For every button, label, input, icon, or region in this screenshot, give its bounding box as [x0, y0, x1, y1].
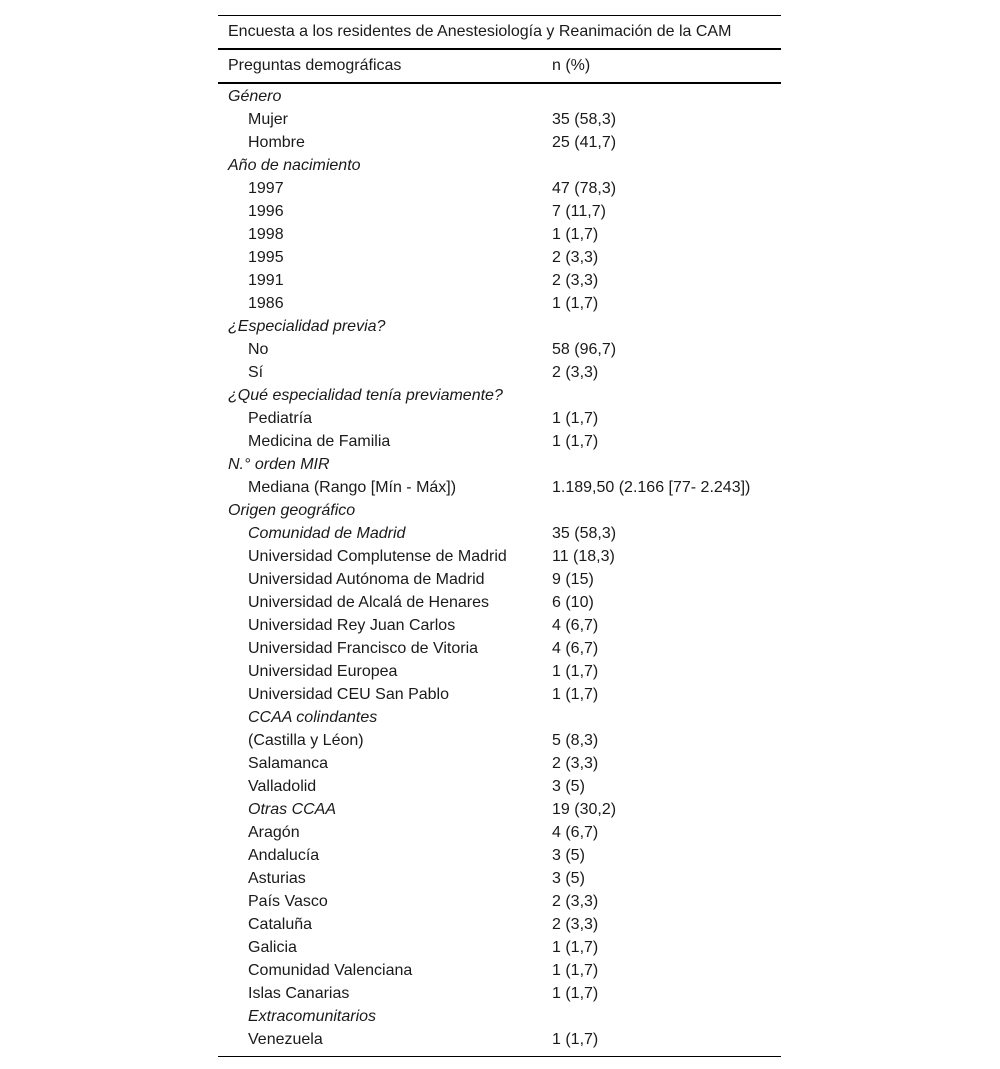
row-value: 1 (1,7) — [552, 962, 599, 979]
table-row — [218, 959, 781, 982]
row-label: Género — [228, 88, 282, 105]
table-row — [218, 246, 781, 269]
row-label: Asturias — [248, 870, 306, 887]
row-label: Hombre — [248, 134, 305, 151]
header-count: n (%) — [552, 57, 591, 74]
row-label: Extracomunitarios — [248, 1008, 377, 1025]
row-value: 35 (58,3) — [552, 525, 617, 542]
row-label: Universidad Complutense de Madrid — [248, 548, 507, 565]
body-padding — [218, 1051, 781, 1056]
row-label: N.° orden MIR — [228, 456, 330, 473]
row-label: 1997 — [248, 180, 284, 197]
row-value: 1 (1,7) — [552, 410, 599, 427]
demographics-table — [218, 15, 781, 1057]
row-label: Universidad Rey Juan Carlos — [248, 617, 456, 634]
row-value: 25 (41,7) — [552, 134, 617, 151]
row-label: Año de nacimiento — [228, 157, 361, 174]
table-row — [218, 775, 781, 798]
table-row — [218, 591, 781, 614]
table-row — [218, 545, 781, 568]
table-header-row — [218, 50, 781, 84]
row-value: 1 (1,7) — [552, 295, 599, 312]
row-label: Aragón — [248, 824, 300, 841]
section-row — [218, 453, 781, 476]
row-label: Valladolid — [248, 778, 317, 795]
row-value: 47 (78,3) — [552, 180, 617, 197]
row-value: 2 (3,3) — [552, 364, 599, 381]
row-label: Origen geográfico — [228, 502, 356, 519]
row-label: Salamanca — [248, 755, 329, 772]
table-row — [218, 338, 781, 361]
table-row — [218, 177, 781, 200]
row-label: Pediatría — [248, 410, 313, 427]
row-label: 1996 — [248, 203, 284, 220]
row-value: 1 (1,7) — [552, 226, 599, 243]
table-row — [218, 200, 781, 223]
row-value: 3 (5) — [552, 778, 585, 795]
row-value: 7 (11,7) — [552, 203, 606, 220]
table-row — [218, 936, 781, 959]
row-label: Venezuela — [248, 1031, 323, 1048]
row-label: 1986 — [248, 295, 284, 312]
row-label: Comunidad Valenciana — [248, 962, 413, 979]
row-value: 58 (96,7) — [552, 341, 617, 358]
row-label: Islas Canarias — [248, 985, 350, 1002]
row-label: Comunidad de Madrid — [248, 525, 406, 542]
table-row — [218, 476, 781, 499]
row-value — [542, 85, 781, 108]
table-row — [218, 407, 781, 430]
row-label: Universidad Europea — [248, 663, 398, 680]
table-row — [218, 982, 781, 1005]
row-label: CCAA colindantes — [248, 709, 378, 726]
row-label: Galicia — [248, 939, 297, 956]
table-row — [218, 867, 781, 890]
row-value: 4 (6,7) — [552, 824, 599, 841]
row-value: 3 (5) — [552, 847, 585, 864]
row-value: 1 (1,7) — [552, 939, 599, 956]
table-row — [218, 223, 781, 246]
row-value: 1 (1,7) — [552, 985, 599, 1002]
row-value: 1 (1,7) — [552, 1031, 599, 1048]
row-value: 2 (3,3) — [552, 893, 599, 910]
table-row — [218, 913, 781, 936]
table-caption: Encuesta a los residentes de Anestesiología y Reanimación de la CAM — [218, 16, 781, 50]
row-value: 2 (3,3) — [552, 755, 599, 772]
row-value: 9 (15) — [552, 571, 594, 588]
row-label: 1991 — [248, 272, 284, 289]
row-value: 1 (1,7) — [552, 663, 599, 680]
table-row — [218, 890, 781, 913]
table-row — [218, 430, 781, 453]
table-row — [218, 1028, 781, 1051]
table-row — [218, 361, 781, 384]
row-label: Universidad CEU San Pablo — [248, 686, 449, 703]
table-row — [218, 683, 781, 706]
table-row — [218, 844, 781, 867]
row-value: 4 (6,7) — [552, 640, 599, 657]
header-questions: Preguntas demográficas — [228, 57, 402, 74]
row-value: 2 (3,3) — [552, 916, 599, 933]
table-row — [218, 614, 781, 637]
subsection-row — [218, 798, 781, 821]
row-value — [542, 1005, 781, 1028]
row-value — [542, 154, 781, 177]
table-row — [218, 108, 781, 131]
section-row — [218, 315, 781, 338]
row-value: 4 (6,7) — [552, 617, 599, 634]
row-value: 11 (18,3) — [552, 548, 615, 565]
subsection-row — [218, 706, 781, 729]
row-label: País Vasco — [248, 893, 328, 910]
table-row — [218, 637, 781, 660]
row-value: 6 (10) — [552, 594, 594, 611]
row-value: 35 (58,3) — [552, 111, 617, 128]
row-value: 1.189,50 (2.166 [77- 2.243]) — [552, 479, 751, 496]
table-row — [218, 660, 781, 683]
row-label: (Castilla y Léon) — [248, 732, 364, 749]
row-label: Otras CCAA — [248, 801, 337, 818]
row-value — [542, 706, 781, 729]
row-value: 1 (1,7) — [552, 433, 599, 450]
row-label: Universidad Autónoma de Madrid — [248, 571, 485, 588]
row-label: 1995 — [248, 249, 284, 266]
row-label: Universidad Francisco de Vitoria — [248, 640, 479, 657]
table-row — [218, 292, 781, 315]
section-row — [218, 499, 781, 522]
row-value: 1 (1,7) — [552, 686, 599, 703]
row-label: Sí — [248, 364, 264, 381]
table-row — [218, 269, 781, 292]
section-row — [218, 85, 781, 108]
row-label: Mediana (Rango [Mín - Máx]) — [248, 479, 457, 496]
row-value: 2 (3,3) — [552, 249, 599, 266]
table-row — [218, 568, 781, 591]
row-value — [542, 453, 781, 476]
row-value: 5 (8,3) — [552, 732, 599, 749]
table-body — [218, 84, 781, 1057]
row-label: Universidad de Alcalá de Henares — [248, 594, 490, 611]
section-row — [218, 384, 781, 407]
row-label: Medicina de Familia — [248, 433, 391, 450]
row-label: Mujer — [248, 111, 289, 128]
subsection-row — [218, 1005, 781, 1028]
row-value — [542, 315, 781, 338]
row-label: ¿Especialidad previa? — [228, 318, 386, 335]
row-value: 2 (3,3) — [552, 272, 599, 289]
table-row — [218, 131, 781, 154]
table-row — [218, 821, 781, 844]
section-row — [218, 154, 781, 177]
table-row — [218, 752, 781, 775]
row-label: No — [248, 341, 269, 358]
row-value: 19 (30,2) — [552, 801, 617, 818]
row-label: Cataluña — [248, 916, 313, 933]
row-label: ¿Qué especialidad tenía previamente? — [228, 387, 503, 404]
row-label: Andalucía — [248, 847, 320, 864]
row-value: 3 (5) — [552, 870, 585, 887]
subsection-row — [218, 522, 781, 545]
row-label: 1998 — [248, 226, 284, 243]
table-row — [218, 729, 781, 752]
row-value — [542, 384, 781, 407]
row-value — [542, 499, 781, 522]
